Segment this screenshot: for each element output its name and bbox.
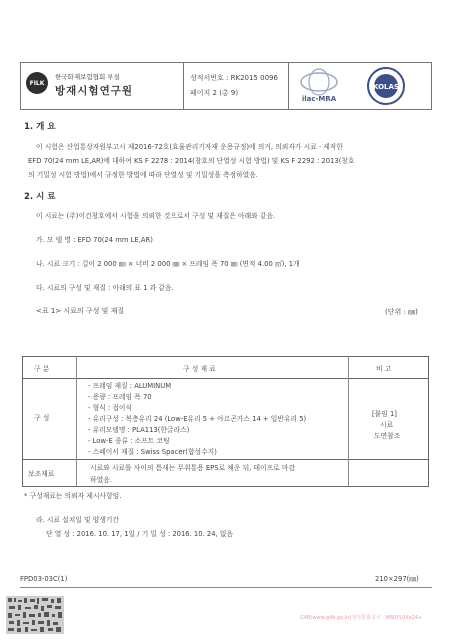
footnote: * 구성재료는 의뢰자 제시사항임. [24,492,122,500]
section-1-line: 이 시험은 산업통상자원부고시 제2016-72호(효율관리기자재 운용규정)에 의거, 의뢰자가 시료 · 제작한 [36,143,343,151]
table-row-label: 구 성 [34,414,50,422]
table-row-item: - 유리구성 : 복층유리 24 (Low-E유리 5 + 아르곤가스 14 + 일반유리 5) [88,415,307,423]
header-divider [288,62,289,110]
install-date-item: 라. 시료 설치일 및 양생기간 [36,516,120,524]
table-row-text: 하였음. [90,476,112,484]
table-border [22,459,429,460]
table-border [428,356,429,487]
table-border [348,356,349,487]
section-2-intro: 이 시료는 (주)이건창호에서 시험을 의뢰한 것으로서 구성 및 재질은 아래와 같음. [36,212,276,220]
table-row-label: 보조재료 [28,470,55,478]
filk-logo [26,72,48,94]
model-name-item: 가. 모 델 명 : EFD 70(24 mm LE,AR) [36,236,153,244]
table-unit: (단위 : ㎜) [385,308,418,316]
table-row-item: - 프레임 재질 : ALUMINUM [88,382,172,390]
kolas-text: KOLAS [373,83,399,91]
table-header-remarks: 비 고 [376,365,392,373]
section-1-title: 1. 개 요 [24,122,56,132]
ilac-mra-logo [293,68,345,104]
org-subtitle: 한국화재보험협회 부설 [55,73,120,81]
table-border [22,356,23,487]
table-header-materials: 구 성 재 료 [183,365,216,373]
section-1-line: EFD 70(24 mm LE,AR)에 대하여 KS F 2278 : 2014(창호의 단열성 시험 방법) 및 KS F 2292 : 2013(창호 [28,157,355,165]
table-caption: <표 1> 시료의 구성 및 재질 [36,307,125,315]
page-count: 페이지 2 (총 9) [190,89,239,97]
table-row-item: - 유리모델명 : PLA113(한글라스) [88,426,190,434]
table-row-item: - 용량 : 프레임 폭 70 [88,393,152,401]
table-row-text: 시료와 시료틀 사이의 틈새는 무취통용 EPS로 채운 뒤, 테이프로 마감 [90,464,296,472]
table-row-item: - 형식 : 접이식 [88,404,133,412]
table-border [22,486,429,487]
report-number: 성적서번호 : RK2015 0096 [190,74,278,82]
ilac-text: ilac-MRA [301,95,337,103]
table-row-item: - Low-E 종류 : 소프트 코팅 [88,437,170,445]
table-border [22,378,429,379]
sample-size-item: 나. 시료 크기 : 길이 2 000 ㎜ × 너비 2 000 ㎜ × 프레임 폭 70 ㎜ (면적 4.00 ㎡), 1개 [36,260,300,268]
form-code: FPD03-03C(1) [20,575,68,583]
table-row-item: - 스페이서 재질 : Swiss Spacer(합성수지) [88,448,217,456]
section-1-line: 의 기밀성 시험 방법)에서 규정한 방법에 따라 단열성 및 기밀성을 측정하였음. [28,171,258,179]
org-name: 방재시험연구원 [55,85,134,97]
logo-text: FILK [29,79,45,87]
watermark-text: G4B(www.g4b.go.kr)전자통합공시 · MB0YL0Xx24+ [300,615,423,621]
table-border [22,356,429,357]
footer-rule [20,587,432,588]
table-row-note: 시료 [380,421,394,429]
header-divider [183,62,184,110]
table-row-note: [붙임 1] [372,410,397,418]
kolas-logo [354,66,418,106]
install-date-detail: 단 열 성 : 2016. 10. 17, 1일 / 기 밀 성 : 2016. 10. 24, 없음 [46,530,234,538]
paper-size: 210×297(㎜) [375,575,419,583]
table-border [76,356,77,487]
table-row-note: 도면참조 [374,432,401,440]
composition-item: 다. 시료의 구성 및 재질 : 아래의 표 1 과 같음. [36,284,174,292]
table-header-category: 구 분 [34,365,50,373]
section-2-title: 2. 시 료 [24,192,56,202]
barcode-graphic [6,596,64,634]
